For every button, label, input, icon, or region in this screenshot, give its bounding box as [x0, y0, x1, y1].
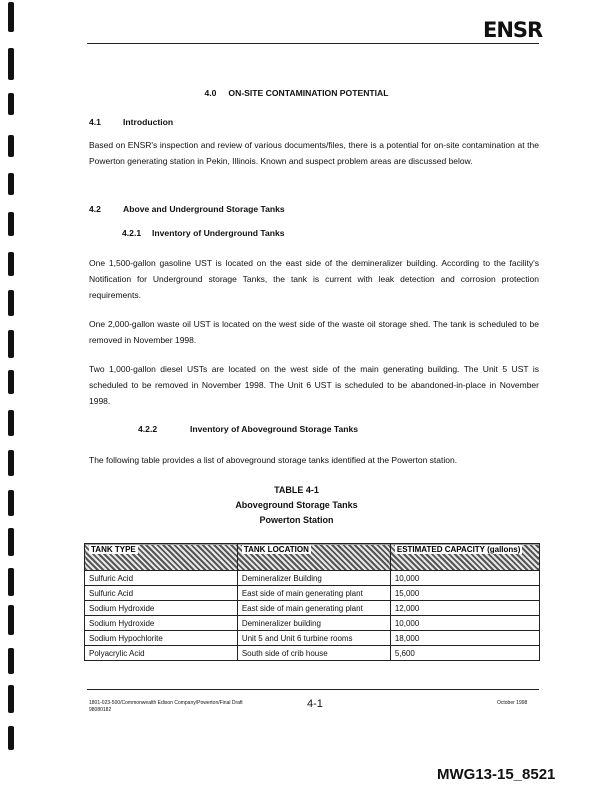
cell-tank-location: East side of main generating plant	[237, 601, 390, 616]
heading-text: Inventory of Aboveground Storage Tanks	[190, 424, 359, 434]
binder-mark	[8, 410, 14, 436]
binder-mark	[8, 370, 14, 394]
heading-text: Inventory of Underground Tanks	[152, 228, 285, 238]
cell-tank-type: Polyacrylic Acid	[85, 646, 238, 661]
heading-4-2	[89, 204, 285, 214]
cell-capacity: 12,000	[390, 601, 539, 616]
binder-mark	[8, 605, 14, 635]
table-row	[85, 631, 540, 646]
cell-tank-type: Sulfuric Acid	[85, 571, 238, 586]
binder-mark	[8, 212, 14, 236]
table-header-row	[85, 544, 540, 571]
binder-mark	[8, 450, 14, 476]
footer-project-info	[89, 700, 243, 714]
table-caption-subtitle: Powerton Station	[259, 515, 334, 525]
heading-4-2-2	[138, 424, 358, 434]
cell-tank-location: Unit 5 and Unit 6 turbine rooms	[237, 631, 390, 646]
section-title	[0, 88, 593, 98]
paragraph-introduction: Based on ENSR's inspection and review of various documents/files, there is a potential for on-site contamination at the Powerton generating station in Pekin, Illinois. Known and suspect problem areas are discussed below.	[89, 140, 539, 166]
cell-capacity: 10,000	[390, 571, 539, 586]
cell-tank-type: Sodium Hypochlorite	[85, 631, 238, 646]
binder-mark	[8, 2, 14, 32]
paragraph-ast-intro: The following table provides a list of aboveground storage tanks identified at the Powerton station.	[89, 455, 458, 465]
binder-mark	[8, 568, 14, 596]
cell-capacity: 5,600	[390, 646, 539, 661]
binder-mark	[8, 726, 14, 750]
header-text: TANK LOCATION	[243, 545, 309, 554]
cell-capacity: 15,000	[390, 586, 539, 601]
heading-text: Above and Underground Storage Tanks	[123, 204, 285, 214]
binder-mark	[8, 648, 14, 674]
heading-number: 4.2.1	[122, 228, 142, 238]
binder-mark	[8, 48, 14, 80]
heading-4-2-1	[122, 228, 285, 238]
footer-rule	[87, 689, 539, 690]
table-row	[85, 646, 540, 661]
paragraph-gasoline-ust: One 1,500-gallon gasoline UST is located on the east side of the demineralizer building. According to the facility's Notification for Underground storage Tanks, the tank is current with leak detection and corrosion protection requirements.	[89, 258, 539, 300]
binder-mark	[8, 528, 14, 556]
table-row	[85, 586, 540, 601]
binder-mark	[8, 290, 14, 316]
paragraph-diesel-usts: Two 1,000-gallon diesel USTs are located on the west side of the main generating building. The Unit 5 UST is scheduled to be removed in November 1998. The Unit 6 UST is scheduled to be abandoned-in-place in November 1998.	[89, 364, 539, 406]
heading-number: 4.2	[89, 204, 101, 214]
cell-capacity: 18,000	[390, 631, 539, 646]
heading-4-1	[89, 117, 173, 127]
binder-mark	[8, 173, 14, 195]
footer-project-path: 1801-023-500/Commonwealth Edison Company/Powerton/Final Draft	[89, 700, 243, 706]
cell-tank-location: South side of crib house	[237, 646, 390, 661]
table-row	[85, 571, 540, 586]
cell-tank-type: Sodium Hydroxide	[85, 601, 238, 616]
column-header-tank-location	[237, 544, 390, 571]
table-caption-number: TABLE 4-1	[274, 485, 319, 495]
heading-number: 4.1	[89, 117, 101, 127]
column-header-tank-type	[85, 544, 238, 571]
heading-number: 4.2.2	[138, 424, 158, 434]
cell-capacity: 10,000	[390, 616, 539, 631]
heading-text: Introduction	[123, 117, 174, 127]
binder-mark	[8, 330, 14, 358]
binder-mark	[8, 685, 14, 713]
cell-tank-location: Demineralizer Building	[237, 571, 390, 586]
table-caption-title: Aboveground Storage Tanks	[235, 500, 358, 510]
aboveground-tanks-table	[84, 543, 540, 661]
binder-mark	[8, 135, 14, 157]
table-row	[85, 616, 540, 631]
paragraph-waste-oil-ust: One 2,000-gallon waste oil UST is located on the west side of the waste oil storage shed. The tank is scheduled to be removed in November 1998.	[89, 319, 539, 345]
footer-project-code: 98080182	[89, 707, 112, 713]
header-rule	[87, 43, 539, 44]
section-number: 4.0	[204, 88, 217, 98]
header-text: TANK TYPE	[91, 545, 136, 554]
page-number: 4-1	[307, 698, 323, 710]
cell-tank-type: Sulfuric Acid	[85, 586, 238, 601]
cell-tank-location: Demineralizer building	[237, 616, 390, 631]
column-header-capacity	[390, 544, 539, 571]
document-id-stamp: MWG13-15_8521	[437, 766, 556, 783]
binder-mark	[8, 252, 14, 276]
section-title-text: ON-SITE CONTAMINATION POTENTIAL	[228, 88, 389, 98]
table-row	[85, 601, 540, 616]
ensr-logo: ENSR	[483, 18, 543, 42]
cell-tank-location: East side of main generating plant	[237, 586, 390, 601]
binder-holes-strip	[0, 0, 28, 800]
header-text: ESTIMATED CAPACITY (gallons)	[396, 545, 521, 554]
footer-date: October 1998	[497, 700, 528, 706]
cell-tank-type: Sodium Hydroxide	[85, 616, 238, 631]
